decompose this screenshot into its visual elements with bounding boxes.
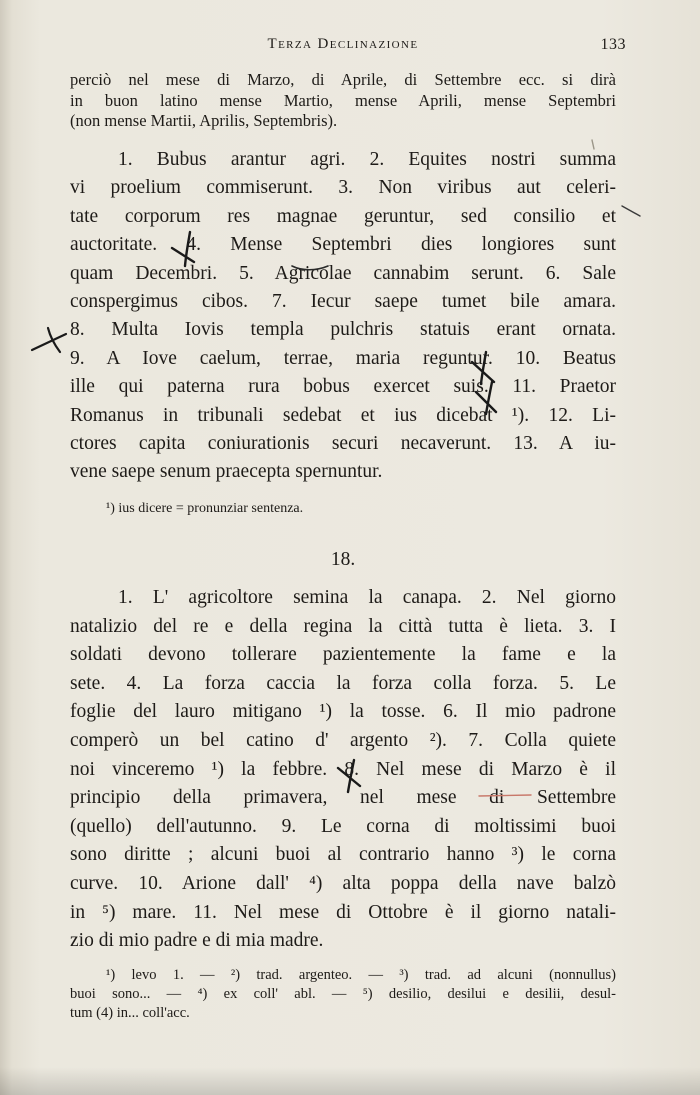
footnote-line: ¹) levo 1. — ²) trad. argenteo. — ³) trad. ad alcuni (nonnullus) — [106, 967, 616, 983]
exercise-line: sete. 4. La forza caccia la forza colla forza. 5. Le — [70, 672, 616, 694]
exercise-line: in ⁵) mare. 11. Nel mese di Ottobre è il giorno natali- — [70, 901, 616, 923]
exercise-line: conspergimus cibos. 7. Iecur saepe tumet bile amara. — [70, 291, 616, 313]
pen-mark-underline-icon — [477, 791, 533, 801]
exercise-line: soldati devono tollerare pazientemente la fame e la — [70, 644, 616, 666]
exercise-line: ctores capita coniurationis securi necaverunt. 13. A iu- — [70, 433, 616, 455]
exercise-line: 1. Bubus arantur agri. 2. Equites nostri summa — [118, 149, 616, 170]
section-number: 18. — [330, 549, 356, 570]
exercise-line: comperò un bel catino d' argento ²). 7. Colla quiete — [70, 729, 616, 751]
pen-mark-cross-icon — [334, 756, 366, 796]
footnote-line: tum (4) in... coll'acc. — [70, 1005, 190, 1021]
exercise-line: 1. L' agricoltore semina la canapa. 2. Nel giorno — [118, 587, 616, 608]
latin-exercise — [70, 146, 616, 487]
exercise-line: (quello) dell'autunno. 9. Le corna di moltissimi buoi — [70, 815, 616, 837]
exercise-line: noi vinceremo ¹) la febbre. 8. Nel mese di Marzo è il — [70, 758, 616, 780]
exercise-line: sono diritte ; alcuni buoi al contrario hanno ³) le corna — [70, 844, 616, 866]
footnotes-italian — [70, 966, 616, 1023]
exercise-line: zio di mio padre e di mia madre. — [70, 930, 324, 952]
exercise-line: ille qui paterna rura bobus exercet suis. 11. Praetor — [70, 376, 616, 398]
intro-paragraph — [70, 70, 616, 132]
exercise-line: vene saepe senum praecepta spernuntur. — [70, 461, 383, 483]
footnote-latin — [70, 500, 616, 518]
footnote-line: buoi sono... — ⁴) ex coll' abl. — ⁵) desilio, desilui e desilii, desul- — [70, 986, 616, 1002]
pen-mark-cross-icon — [28, 322, 72, 358]
chapter-title: Terza Declinazione — [267, 36, 419, 52]
footnote-line: ¹) ius dicere = pronunziar sentenza. — [106, 501, 304, 516]
running-header — [70, 36, 626, 56]
exercise-line: principio della primavera, nel mese di Settembre — [70, 787, 616, 809]
intro-line: (non mense Martii, Aprilis, Septembris). — [70, 111, 338, 130]
intro-line: perciò nel mese di Marzo, di Aprile, di Settembre ecc. si dirà — [70, 70, 616, 89]
exercise-line: 9. A Iove caelum, terrae, maria reguntur. 10. Beatus — [70, 347, 616, 369]
page-number: 133 — [600, 36, 626, 53]
exercise-line: 8. Multa Iovis templa pulchris statuis erant ornata. — [70, 319, 616, 341]
exercise-line: vi proelium commiserunt. 3. Non viribus aut celeri- — [70, 177, 616, 199]
exercise-line: quam Decembri. 5. Agricolae cannabim serunt. 6. Sale — [70, 262, 616, 284]
exercise-line: natalizio del re e della regina la città tutta è lieta. 3. I — [70, 615, 616, 637]
exercise-line: tate corporum res magnae geruntur, sed consilio et — [70, 205, 616, 227]
page-bottom-shadow — [0, 1067, 700, 1095]
pen-mark-cross-icon — [168, 226, 200, 270]
exercise-line: foglie del lauro mitigano ¹) la tosse. 6. Il mio padrone — [70, 701, 616, 723]
exercise-line: auctoritate. 4. Mense Septembri dies longiores sunt — [70, 234, 616, 256]
exercise-line: Romanus in tribunali sedebat et ius dicebat ¹). 12. Li- — [70, 404, 616, 426]
pen-mark-tick-icon — [620, 204, 644, 220]
exercise-line: curve. 10. Arione dall' ⁴) alta poppa della nave balzò — [70, 872, 616, 894]
pen-mark-dot-icon — [588, 138, 598, 152]
pen-mark-cross-icon — [472, 378, 502, 418]
intro-line: in buon latino mense Martio, mense Aprili, mense Septembri — [70, 90, 616, 110]
pen-mark-underline-icon — [290, 262, 330, 272]
